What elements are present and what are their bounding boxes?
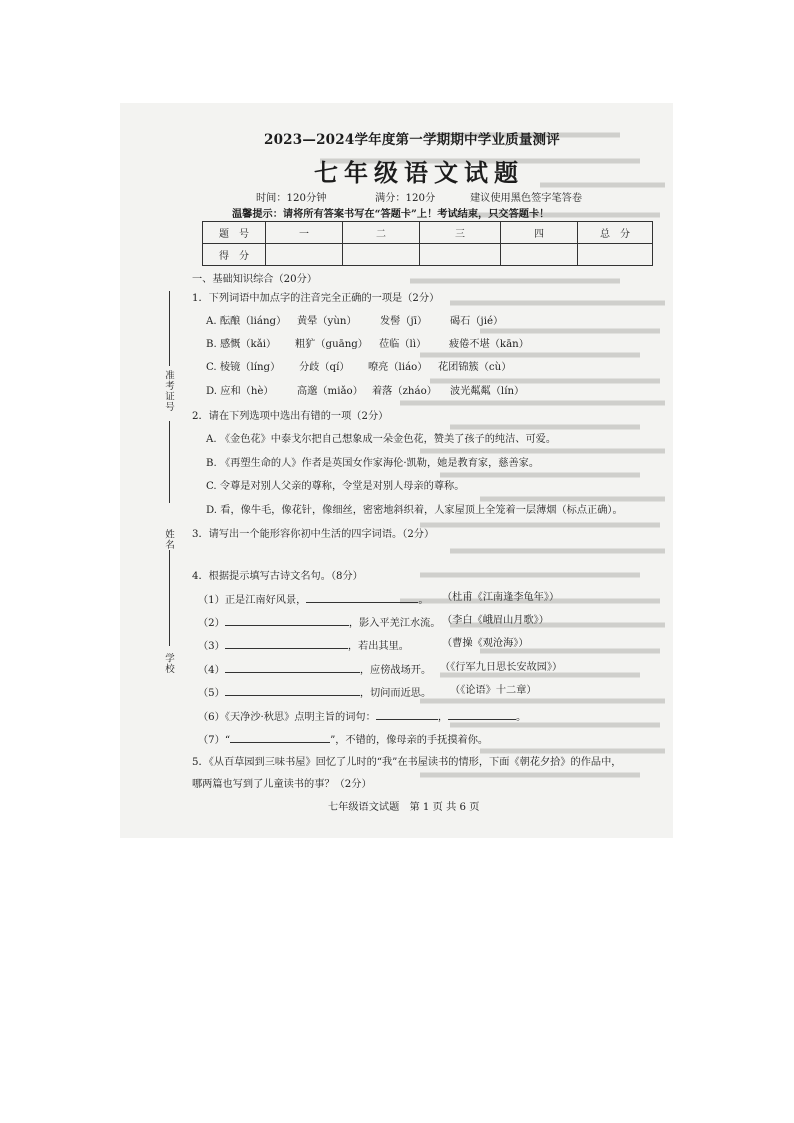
q4-line-4 — [198, 661, 431, 678]
answer-blank — [230, 731, 330, 743]
exam-time: 时间：120分钟 — [256, 193, 327, 204]
q4-line-text: （5） — [198, 688, 225, 699]
q1-option-d-word: 着落（zháo） — [372, 386, 437, 397]
school-label: 学校 — [163, 653, 174, 674]
q4-source-4: （《行军九日思长安故园》） — [440, 662, 563, 673]
answer-blank — [448, 708, 516, 720]
q4-line-text: （3） — [198, 641, 225, 652]
q4-line-text: （4） — [198, 665, 225, 676]
question-3-stem: 3．请写出一个能形容你初中生活的四字词语。（2分） — [192, 529, 435, 540]
table-cell: 题 号 — [203, 222, 266, 244]
q1-option-a-word: 碣石（jié） — [450, 316, 504, 327]
q1-option-d-word: 高邈（miǎo） — [297, 386, 363, 397]
q4-line-text: ，应傍战场开。 — [359, 665, 432, 676]
q4-source-1: （杜甫《江南逢李龟年》） — [442, 592, 560, 603]
q4-line-text: ”，不错的，像母亲的手抚摸着你。 — [330, 735, 489, 746]
q1-option-b-word: 疲倦不堪（kān） — [449, 339, 529, 350]
answer-blank — [376, 708, 438, 720]
q1-option-b-word: 粗犷（guāng） — [295, 339, 368, 350]
score-table-header-row — [203, 222, 653, 244]
table-cell: 一 — [266, 222, 343, 244]
q1-option-a-word: 黄晕（yùn） — [297, 316, 357, 327]
name-label: 姓名 — [163, 529, 174, 550]
q4-line-text: ，若出其里。 — [347, 641, 409, 652]
score-table-score-row — [203, 244, 653, 266]
pen-note: 建议使用黑色签字笔答卷 — [470, 193, 583, 204]
q4-line-5 — [198, 684, 431, 701]
q2-option-b: B. 《再塑生命的人》作者是英国女作家海伦·凯勒，她是教育家，慈善家。 — [206, 458, 540, 469]
full-score: 满分：120分 — [375, 193, 436, 204]
question-5-line-2: 哪两篇也写到了儿童读书的事？（2分） — [192, 779, 372, 790]
q2-option-c: C. 令尊是对别人父亲的尊称，令堂是对别人母亲的尊称。 — [206, 481, 465, 492]
ticket-number-line — [169, 291, 170, 366]
page-footer: 七年级语文试题 第 1 页 共 6 页 — [328, 802, 480, 813]
subject-title: 七年级语文试题 — [314, 158, 524, 187]
table-cell — [501, 244, 578, 266]
question-5-line-1: 5．《从百草园到三味书屋》回忆了儿时的“我”在书屋读书的情形，下面《朝花夕拾》的作品中， — [192, 757, 622, 768]
q1-option-b-word: 莅临（lì） — [379, 339, 427, 350]
answer-blank — [225, 661, 360, 673]
q4-line-text: （1）正是江南好风景， — [198, 595, 307, 606]
answer-blank — [225, 614, 349, 626]
table-cell — [266, 244, 343, 266]
ticket-number-line-lower — [169, 421, 170, 503]
q1-option-c: C. 棱镜（líng） — [206, 362, 281, 373]
q1-option-d: D. 应和（hè） — [206, 386, 274, 397]
q4-line-text: （7）“ — [198, 735, 231, 746]
table-cell: 得 分 — [203, 244, 266, 266]
table-cell: 总 分 — [578, 222, 653, 244]
q4-line-3 — [198, 637, 409, 654]
table-cell — [420, 244, 501, 266]
question-4-stem: 4．根据提示填写古诗文名句。（8分） — [192, 571, 363, 582]
ticket-number-label: 准考证号 — [163, 370, 174, 412]
table-cell: 三 — [420, 222, 501, 244]
q4-line-text: ，影入平羌江水流。 — [348, 618, 441, 629]
table-cell: 二 — [343, 222, 420, 244]
score-table — [202, 221, 653, 266]
exam-page-scan — [120, 103, 673, 838]
question-1-stem: 1．下列词语中加点字的注音完全正确的一项是（2分） — [192, 293, 440, 304]
q4-line-1 — [198, 591, 429, 608]
answer-blank — [225, 684, 360, 696]
answer-blank — [306, 591, 418, 603]
table-cell: 四 — [501, 222, 578, 244]
q4-source-5: （《论语》十二章） — [450, 685, 537, 696]
reminder: 温馨提示：请将所有答案书写在“答题卡”上！考试结束，只交答题卡！ — [232, 208, 550, 220]
q1-option-c-word: 花团锦簇（cù） — [438, 362, 512, 373]
q4-line-text: 。 — [418, 595, 429, 606]
q4-source-2: （李白《峨眉山月歌》） — [442, 615, 549, 626]
q1-option-a: A. 酝酿（liáng） — [206, 316, 287, 327]
exam-title: 2023—2024学年度第一学期期中学业质量测评 — [264, 132, 560, 148]
q4-line-text: （2） — [198, 618, 225, 629]
q4-line-7 — [198, 731, 488, 748]
q4-line-text: （6）《天净沙·秋思》点明主旨的词句： — [198, 712, 376, 723]
q4-line-text: ，切问而近思。 — [359, 688, 432, 699]
q1-option-d-word: 波光粼粼（lín） — [450, 386, 525, 397]
q2-option-a: A. 《金色花》中泰戈尔把自己想象成一朵金色花，赞美了孩子的纯洁、可爱。 — [206, 434, 557, 445]
answer-blank — [225, 637, 348, 649]
q1-option-c-word: 嘹亮（liáo） — [368, 362, 428, 373]
question-2-stem: 2．请在下列选项中选出有错的一项（2分） — [192, 411, 389, 422]
q1-option-a-word: 发髻（jī） — [380, 316, 428, 327]
table-cell — [343, 244, 420, 266]
table-cell — [578, 244, 653, 266]
q4-source-3: （曹操《观沧海》） — [442, 638, 529, 649]
q4-line-2 — [198, 614, 441, 631]
section-heading: 一、基础知识综合（20分） — [192, 274, 318, 285]
q4-line-6: （6）《天净沙·秋思》点明主旨的词句： ， 。 — [198, 708, 526, 725]
q2-option-d: D. 看，像牛毛，像花针，像细丝，密密地斜织着，人家屋顶上全笼着一层薄烟（标点正确）。 — [206, 505, 623, 516]
name-line — [169, 550, 170, 646]
q1-option-b: B. 感慨（kǎi） — [206, 339, 277, 350]
q1-option-c-word: 分歧（qí） — [299, 362, 350, 373]
